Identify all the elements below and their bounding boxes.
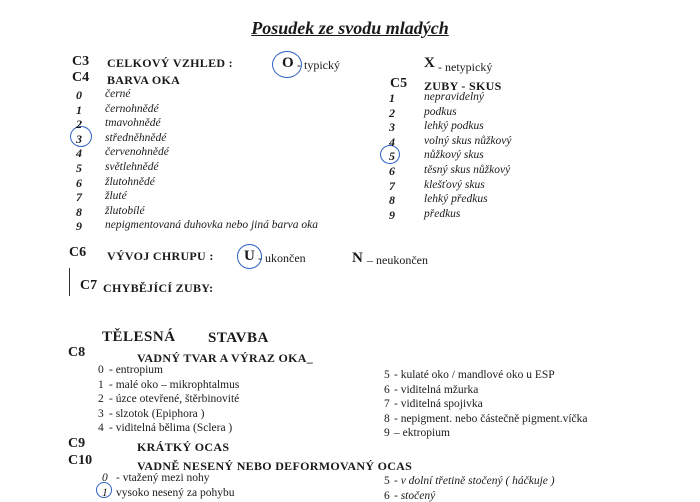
c10-option-text: - vtažený mezi nohy xyxy=(116,472,210,484)
c5-option-text: těsný skus nůžkový xyxy=(424,164,511,176)
c4-option-text: žluté xyxy=(105,190,127,203)
c4-label: BARVA OKA xyxy=(107,73,181,87)
c8-option-number[interactable]: 1 xyxy=(98,378,104,391)
c8-label: VADNÝ TVAR A VÝRAZ OKA_ xyxy=(137,351,314,365)
c8-option-text: - viditelná mžurka xyxy=(394,383,479,396)
c4-option-number[interactable]: 6 xyxy=(76,175,82,190)
c8-option-number[interactable]: 0 xyxy=(98,364,104,376)
c5-option-number[interactable]: 7 xyxy=(389,178,395,193)
c4-option-number[interactable]: 1 xyxy=(76,102,82,117)
c8-option-number[interactable]: 8 xyxy=(384,412,390,425)
c4-option-text: žlutohnědé xyxy=(105,175,155,188)
c4-option-text: tmavohnědé xyxy=(105,117,161,130)
c4-code: C4 xyxy=(72,70,90,85)
c5-option-number[interactable]: 2 xyxy=(389,105,395,120)
c7-label: CHYBĚJÍCÍ ZUBY: xyxy=(103,281,214,295)
c4-option-text: světlehnědé xyxy=(105,161,159,173)
c10-option-number[interactable]: 1 xyxy=(102,486,108,499)
c8-option-text: – ektropium xyxy=(394,427,450,440)
c10-option-text: vysoko nesený za pohybu xyxy=(116,486,235,499)
c3-option-o-text: - typický xyxy=(297,58,340,72)
c4-option-text: nepigmentovaná duhovka nebo jiná barva oka xyxy=(105,219,319,232)
c5-option-text: nůžkový skus xyxy=(424,149,484,162)
c5-code: C5 xyxy=(390,76,408,91)
c8-option-text: - kulaté oko / mandlové oko u ESP xyxy=(394,369,555,381)
c5-option-number[interactable]: 1 xyxy=(389,91,395,105)
c5-option-number[interactable]: 5 xyxy=(389,149,395,164)
c8-option-text: - viditelná spojivka xyxy=(394,398,483,411)
c4-option-text: černohnědé xyxy=(105,102,159,115)
c5-option-number[interactable]: 4 xyxy=(389,134,395,149)
c10-label: VADNĚ NESENÝ NEBO DEFORMOVANÝ OCAS xyxy=(137,459,413,473)
c10-option-number[interactable]: 5 xyxy=(384,475,390,487)
c5-option-number[interactable]: 9 xyxy=(389,207,395,222)
c5-option-text: volný skus nůžkový xyxy=(424,134,512,147)
c6-option-n-text: – neukončen xyxy=(367,253,428,267)
c4-option-number[interactable]: 0 xyxy=(76,88,82,102)
c4-option-text: červenohnědé xyxy=(105,146,169,159)
c9-code: C9 xyxy=(68,436,86,451)
c10-code: C10 xyxy=(68,453,93,468)
c4-option-text: žlutobílé xyxy=(105,204,145,217)
c10-option-number[interactable]: 0 xyxy=(102,472,108,484)
c8-option-number[interactable]: 9 xyxy=(384,427,390,440)
c8-option-number[interactable]: 5 xyxy=(384,369,390,381)
c6-option-u[interactable]: U xyxy=(244,248,255,264)
c8-option-number[interactable]: 2 xyxy=(98,393,104,406)
c5-option-text: podkus xyxy=(424,105,457,118)
c10-option-number[interactable]: 6 xyxy=(384,489,390,502)
c6-option-u-text: - ukončen xyxy=(258,251,306,265)
c9-label: KRÁTKÝ OCAS xyxy=(137,440,230,454)
c6-label: VÝVOJ CHRUPU : xyxy=(107,249,214,263)
c3-option-o[interactable]: O xyxy=(282,55,294,71)
c5-option-text: klešťový skus xyxy=(424,178,485,191)
c4-option-number[interactable]: 4 xyxy=(76,146,82,161)
c5-option-number[interactable]: 6 xyxy=(389,164,395,178)
c8-option-text: - nepigment. nebo částečně pigment.víčka xyxy=(394,412,588,425)
c8-option-text: - malé oko – mikrophtalmus xyxy=(109,378,240,391)
c3-label: CELKOVÝ VZHLED : xyxy=(107,56,233,70)
c8-code: C8 xyxy=(68,345,86,360)
c10-option-text: - stočený xyxy=(394,489,436,502)
c4-option-number[interactable]: 5 xyxy=(76,161,82,175)
c5-label: ZUBY - SKUS xyxy=(424,79,502,93)
c8-option-text: - úzce otevřené, štěrbinovité xyxy=(109,393,240,406)
c8-option-number[interactable]: 3 xyxy=(98,407,104,420)
c5-option-number[interactable]: 3 xyxy=(389,120,395,135)
c4-option-number[interactable]: 8 xyxy=(76,204,82,219)
c3-code: C3 xyxy=(72,54,90,69)
c8-option-number[interactable]: 7 xyxy=(384,398,390,411)
c8-option-text: - slzotok (Epiphora ) xyxy=(109,407,205,420)
c7-code: C7 xyxy=(80,278,98,293)
page-title: Posudek ze svodu mladých xyxy=(251,18,449,38)
c8-option-number[interactable]: 4 xyxy=(98,422,104,435)
section-heading-word1: TĚLESNÁ xyxy=(102,329,176,345)
c4-option-number[interactable]: 9 xyxy=(76,219,82,234)
c5-option-text: předkus xyxy=(424,207,461,220)
c6-code: C6 xyxy=(69,245,87,260)
c4-option-number[interactable]: 7 xyxy=(76,190,82,205)
c10-option-text: - v dolní třetině stočený ( háčkuje ) xyxy=(394,475,555,487)
c4-option-text: středněhnědé xyxy=(105,131,167,144)
c8-option-text: - viditelná bělima (Sclera ) xyxy=(109,422,233,435)
c4-option-number[interactable]: 2 xyxy=(76,117,82,132)
c8-option-number[interactable]: 6 xyxy=(384,383,390,396)
c4-option-text: černé xyxy=(105,88,131,100)
c8-option-text: - entropium xyxy=(109,364,163,376)
c5-option-number[interactable]: 8 xyxy=(389,193,395,208)
c5-option-text: nepravidelný xyxy=(424,91,485,103)
section-heading-word2: STAVBA xyxy=(208,330,269,346)
c3-option-x-text: - netypický xyxy=(438,60,493,74)
c6-option-n[interactable]: N xyxy=(352,250,363,266)
c4-option-number[interactable]: 3 xyxy=(76,131,82,146)
c5-option-text: lehký podkus xyxy=(424,120,484,133)
c3-option-x[interactable]: X xyxy=(424,55,435,71)
c5-option-text: lehký předkus xyxy=(424,193,488,206)
divider xyxy=(69,268,70,296)
